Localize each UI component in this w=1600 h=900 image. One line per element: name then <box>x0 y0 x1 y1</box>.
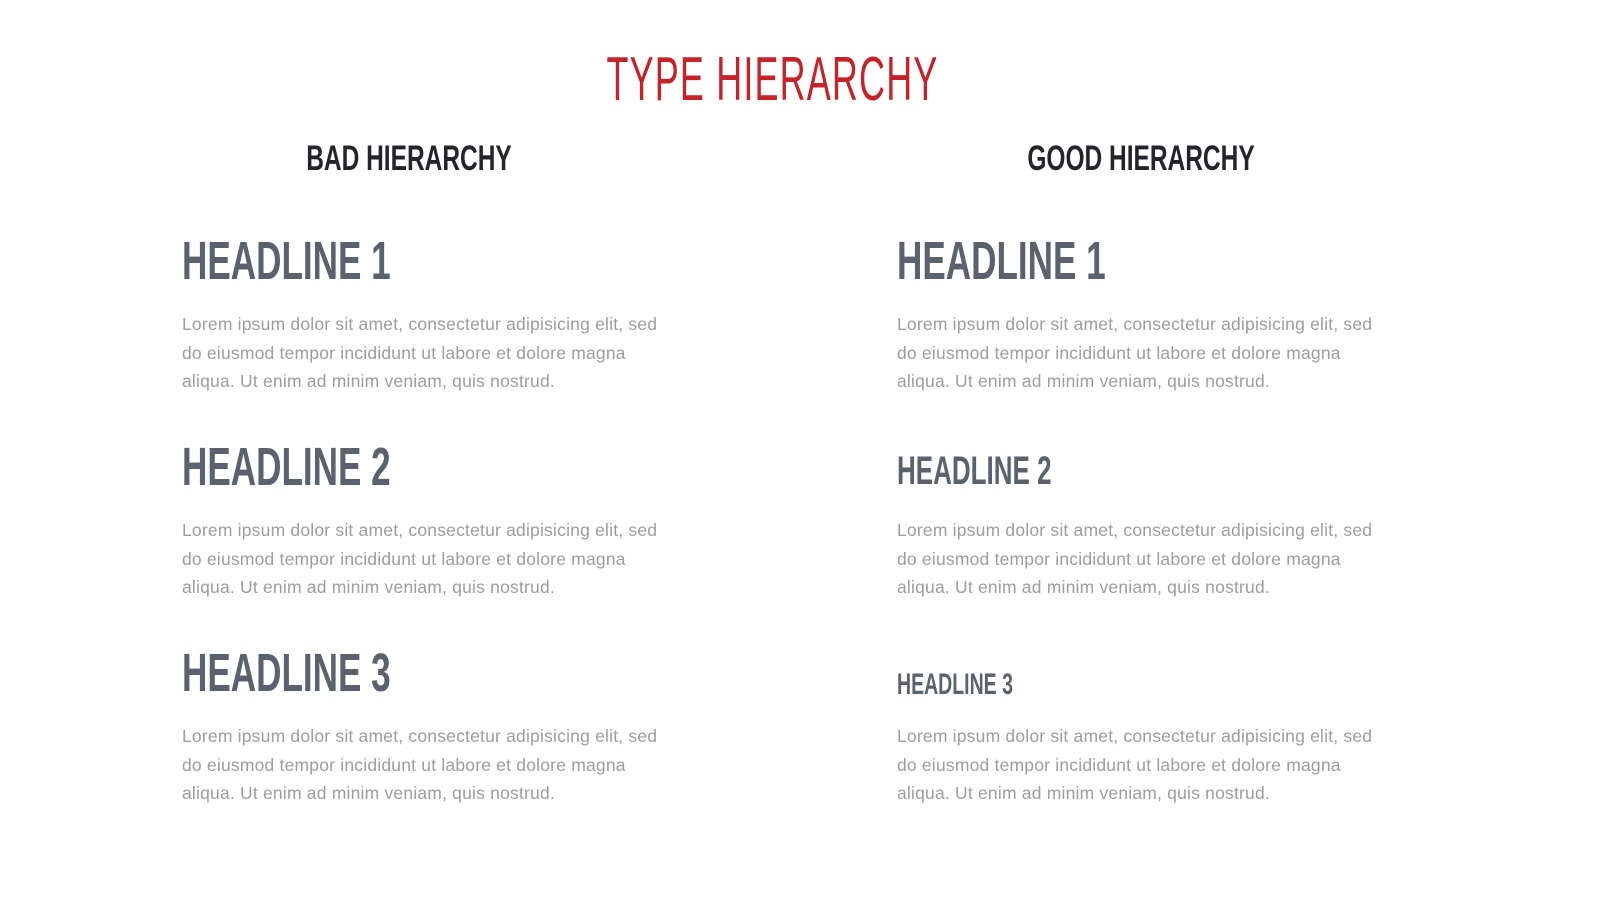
body-line: Lorem ipsum dolor sit amet, consectetur adipisicing elit, sed <box>182 314 658 334</box>
body-line: Lorem ipsum dolor sit amet, consectetur adipisicing elit, sed <box>897 726 1373 746</box>
good-headline-1: HEADLINE 1 <box>897 231 1106 291</box>
body-line: do eiusmod tempor incididunt ut labore et dolore magna <box>182 342 626 363</box>
bad-body-1 <box>182 310 722 396</box>
body-line: Lorem ipsum dolor sit amet, consectetur adipisicing elit, sed <box>182 726 658 746</box>
body-line: aliqua. Ut enim ad minim veniam, quis nostrud. <box>182 577 555 597</box>
bad-headline-3: HEADLINE 3 <box>182 643 391 703</box>
page-title: TYPE HIERARCHY <box>606 45 939 114</box>
body-line: aliqua. Ut enim ad minim veniam, quis nostrud. <box>897 783 1270 803</box>
good-body-3 <box>897 722 1437 808</box>
body-line: aliqua. Ut enim ad minim veniam, quis nostrud. <box>182 783 555 803</box>
body-line: Lorem ipsum dolor sit amet, consectetur adipisicing elit, sed <box>897 314 1373 334</box>
good-headline-2: HEADLINE 2 <box>897 449 1052 493</box>
column-header-bad-hierarchy: BAD HIERARCHY <box>306 139 512 178</box>
bad-body-3 <box>182 722 722 808</box>
good-headline-3: HEADLINE 3 <box>897 668 1013 701</box>
body-line: do eiusmod tempor incididunt ut labore et dolore magna <box>897 754 1341 775</box>
body-line: aliqua. Ut enim ad minim veniam, quis nostrud. <box>897 577 1270 597</box>
bad-body-2 <box>182 516 722 602</box>
body-line: do eiusmod tempor incididunt ut labore et dolore magna <box>182 548 626 569</box>
body-line: do eiusmod tempor incididunt ut labore et dolore magna <box>182 754 626 775</box>
bad-headline-2: HEADLINE 2 <box>182 437 391 497</box>
bad-headline-1: HEADLINE 1 <box>182 231 391 291</box>
body-line: do eiusmod tempor incididunt ut labore et dolore magna <box>897 548 1341 569</box>
body-line: aliqua. Ut enim ad minim veniam, quis nostrud. <box>182 371 555 391</box>
body-line: do eiusmod tempor incididunt ut labore et dolore magna <box>897 342 1341 363</box>
column-header-good-hierarchy: GOOD HIERARCHY <box>1027 139 1255 178</box>
good-body-2 <box>897 516 1437 602</box>
good-body-1 <box>897 310 1437 396</box>
body-line: aliqua. Ut enim ad minim veniam, quis nostrud. <box>897 371 1270 391</box>
body-line: Lorem ipsum dolor sit amet, consectetur adipisicing elit, sed <box>182 520 658 540</box>
body-line: Lorem ipsum dolor sit amet, consectetur adipisicing elit, sed <box>897 520 1373 540</box>
